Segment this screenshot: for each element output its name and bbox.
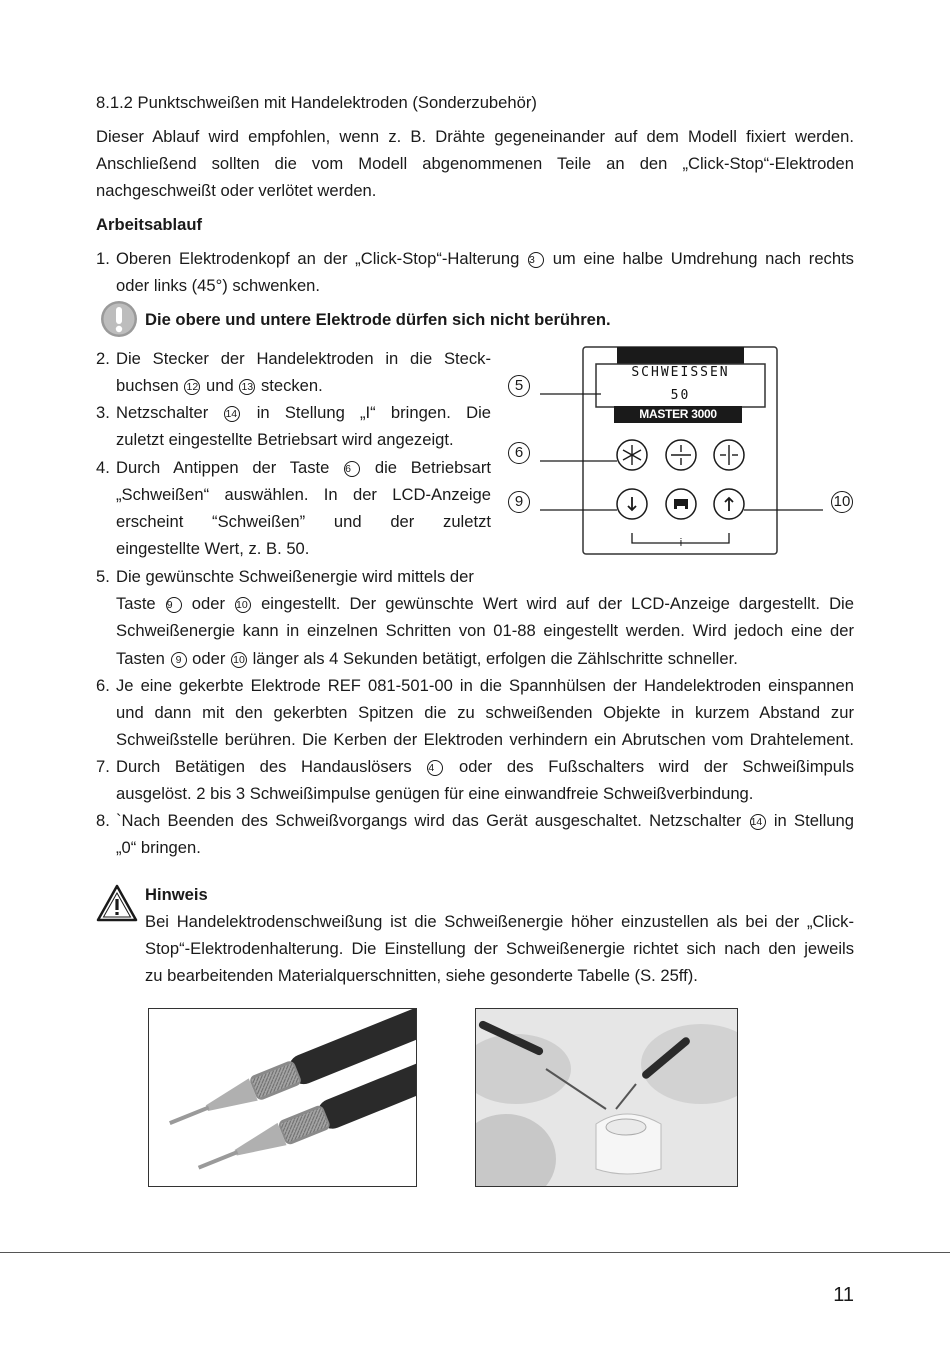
step-7-number: 7. bbox=[96, 757, 110, 776]
step-7-line-1: Durch Betätigen des Handauslösers 4 oder des Fußschalters wird der Schweißimpuls bbox=[116, 757, 854, 776]
step-1-line-1: Oberen Elektrodenkopf an der „Click-Stop“-Halterung 3 um eine halbe Umdrehung nach rechts bbox=[116, 249, 854, 268]
ref-14: 14 bbox=[224, 406, 240, 422]
footer-rule bbox=[0, 1252, 950, 1253]
step-4-line-3: erscheint “Schweißen” und der zuletzt bbox=[116, 512, 491, 531]
ref-4: 4 bbox=[427, 760, 443, 776]
step-6-line-3: Schweißstelle berühren. Die Kerben der Elektroden verhindern ein Abrutschen vom Drahtelement. bbox=[116, 730, 854, 749]
snowflake-mode-icon[interactable] bbox=[617, 440, 647, 470]
step-8-line-1: `Nach Beenden des Schweißvorgangs wird das Gerät ausgeschaltet. Netzschalter 14 in Stellung bbox=[116, 811, 854, 830]
hand-electrodes-photo bbox=[148, 1008, 417, 1187]
page-number: 11 bbox=[833, 1284, 854, 1306]
note-title: Hinweis bbox=[145, 885, 208, 904]
ref-9: 9 bbox=[171, 652, 187, 668]
step-3-line-2: zuletzt eingestellte Betriebsart wird angezeigt. bbox=[116, 430, 454, 449]
brand-label: MASTER 3000 bbox=[639, 407, 717, 421]
step-8-line-2: „0“ bringen. bbox=[116, 838, 201, 857]
step-5-line-4: Tasten 9 oder 10 länger als 4 Sekunden betätigt, erfolgen die Zählschritte schneller. bbox=[116, 649, 738, 668]
note-line-3: zu bearbeitenden Materialquerschnitten, siehe gesonderte Tabelle (S. 25ff). bbox=[145, 966, 698, 985]
note-line-1: Bei Handelektrodenschweißung ist die Schweißenergie höher einzustellen als bei der „Click- bbox=[145, 912, 854, 931]
subheading-arbeitsablauf: Arbeitsablauf bbox=[96, 215, 203, 234]
step-7-line-2: ausgelöst. 2 bis 3 Schweißimpulse genügen für eine einwandfreie Schweißverbindung. bbox=[116, 784, 754, 803]
arrow-down-icon[interactable] bbox=[617, 489, 647, 519]
split-mode-icon[interactable] bbox=[714, 440, 744, 470]
ref-9: 9 bbox=[166, 597, 182, 613]
welding-on-model-photo bbox=[475, 1008, 738, 1187]
lcd-value-text: 50 bbox=[670, 388, 691, 403]
ref-12: 12 bbox=[184, 379, 200, 395]
warning-icon bbox=[100, 300, 138, 338]
caution-triangle-icon bbox=[96, 884, 138, 922]
callout-6: 6 bbox=[507, 442, 531, 464]
ref-6: 6 bbox=[344, 461, 360, 477]
step-2-line-1: Die Stecker der Handelektroden in die Steck- bbox=[116, 349, 491, 368]
ref-14: 14 bbox=[750, 814, 766, 830]
step-4-line-2: „Schweißen“ auswählen. In der LCD-Anzeige bbox=[116, 485, 491, 504]
step-8-number: 8. bbox=[96, 811, 110, 830]
trigger-icon[interactable] bbox=[666, 489, 696, 519]
step-1-number: 1. bbox=[96, 249, 110, 268]
ref-10: 10 bbox=[231, 652, 247, 668]
step-2-number: 2. bbox=[96, 349, 110, 368]
step-5-line-2: Taste 9 oder 10 eingestellt. Der gewünschte Wert wird auf der LCD-Anzeige dargestellt. Die bbox=[116, 594, 854, 613]
intro-line-3: nachgeschweißt oder verlötet werden. bbox=[96, 181, 377, 200]
ref-3: 3 bbox=[528, 252, 544, 268]
section-heading: 8.1.2 Punktschweißen mit Handelektroden (Sonderzubehör) bbox=[96, 93, 537, 112]
step-2-line-2: buchsen 12 und 13 stecken. bbox=[116, 376, 323, 395]
step-5-number: 5. bbox=[96, 567, 110, 586]
step-5-line-1: Die gewünschte Schweißenergie wird mittels der bbox=[116, 567, 474, 586]
callout-10: 10 bbox=[830, 491, 854, 513]
note-line-2: Stop“-Elektrodenhalterung. Die Einstellung der Schweißenergie richtet sich nach den jeweils bbox=[145, 939, 854, 958]
step-5-line-3: Schweißenergie kann in einzelnen Schritten von 01-88 eingestellt werden. Wird jedoch eine der bbox=[116, 621, 854, 640]
step-6-number: 6. bbox=[96, 676, 110, 695]
step-4-number: 4. bbox=[96, 458, 110, 477]
cross-mode-icon[interactable] bbox=[666, 440, 696, 470]
step-6-line-1: Je eine gekerbte Elektrode REF 081-501-00 in die Spannhülsen der Handelektroden einspannen bbox=[116, 676, 854, 695]
arrow-up-icon[interactable] bbox=[714, 489, 744, 519]
ref-13: 13 bbox=[239, 379, 255, 395]
intro-line-2: Anschließend sollten die vom Modell abgenommenen Teile an den „Click-Stop“-Elektroden bbox=[96, 154, 854, 173]
step-4-line-1: Durch Antippen der Taste 6 die Betriebsart bbox=[116, 458, 491, 477]
warning-text: Die obere und untere Elektrode dürfen sich nicht berühren. bbox=[145, 310, 611, 329]
ref-10: 10 bbox=[235, 597, 251, 613]
callout-5: 5 bbox=[507, 375, 531, 397]
control-panel-diagram bbox=[505, 345, 860, 560]
step-1-line-2: oder links (45°) schwenken. bbox=[116, 276, 321, 295]
lcd-mode-text: SCHWEISSEN bbox=[631, 365, 730, 380]
step-6-line-2: und dann mit den gekerbten Spitzen die zu schweißenden Objekte in kurzem Abstand zur bbox=[116, 703, 854, 722]
callout-9: 9 bbox=[507, 491, 531, 513]
step-3-line-1: Netzschalter 14 in Stellung „I“ bringen. Die bbox=[116, 403, 491, 422]
step-3-number: 3. bbox=[96, 403, 110, 422]
intro-line-1: Dieser Ablauf wird empfohlen, wenn z. B. Drähte gegeneinander auf dem Modell fixiert werden. bbox=[96, 127, 854, 146]
step-4-line-4: eingestellte Wert, z. B. 50. bbox=[116, 539, 310, 558]
bracket-label: i bbox=[679, 537, 683, 549]
